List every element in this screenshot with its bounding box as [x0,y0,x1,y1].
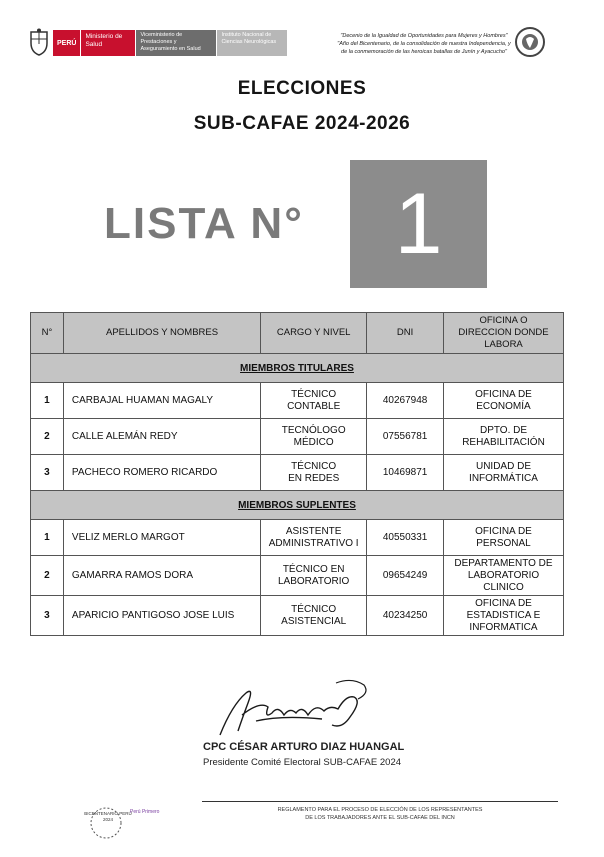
incn-logo-icon [514,26,546,58]
cell-number: 2 [31,556,64,596]
decree-line: "Año del Bicentenario, de la consolidación de nuestra Independencia, y [337,41,511,47]
ministry-label: Ministerio de Salud [80,30,135,56]
header-oficina: OFICINA O DIRECCION DONDE LABORA [444,313,564,354]
cell-name: CARBAJAL HUAMAN MAGALY [63,383,260,419]
cell-oficina: OFICINA DE ESTADISTICA E INFORMATICA [444,596,564,636]
cell-number: 2 [31,419,64,455]
cell-dni: 40234250 [367,596,444,636]
footer-text [202,806,558,822]
cell-number: 3 [31,455,64,491]
institute-label: Instituto Nacional de Ciencias Neurológicas [216,30,287,56]
table-header-row [31,313,564,354]
cell-dni: 40550331 [367,520,444,556]
table-row [31,596,564,636]
cell-oficina: UNIDAD DE INFORMÁTICA [444,455,564,491]
section-title: MIEMBROS SUPLENTES [31,491,564,520]
bicentenario-label: BICENTENARIO PERÚ 2024 [84,811,132,822]
footer-line: DE LOS TRABAJADORES ANTE EL SUB-CAFAE DEL INCN [305,815,455,821]
cell-oficina: OFICINA DE ECONOMÍA [444,383,564,419]
lista-number-box: 1 [350,160,487,288]
peru-brand-logo: Perú Primero [130,809,160,815]
header-dni: DNI [367,313,444,354]
cell-number: 1 [31,383,64,419]
handwritten-signature-icon [212,675,372,745]
lista-label: LISTA N° [104,199,304,248]
cell-name: PACHECO ROMERO RICARDO [63,455,260,491]
cell-dni: 40267948 [367,383,444,419]
table-row [31,455,564,491]
cell-name: GAMARRA RAMOS DORA [63,556,260,596]
cell-dni: 09654249 [367,556,444,596]
institution-banner [53,30,287,56]
signatory-name: CPC CÉSAR ARTURO DIAZ HUANGAL [203,741,405,753]
table-row [31,383,564,419]
cell-oficina: DEPARTAMENTO DE LABORATORIO CLINICO [444,556,564,596]
vice-ministry-label: Viceministerio de Prestaciones y Aseguramiento en Salud [135,30,216,56]
header-cargo: CARGO Y NIVEL [261,313,367,354]
candidates-table [30,312,564,636]
table-row [31,520,564,556]
cell-oficina: OFICINA DE PERSONAL [444,520,564,556]
letterhead [28,26,588,62]
cell-cargo: ASISTENTE ADMINISTRATIVO I [261,520,367,556]
section-row-suplentes [31,491,564,520]
section-title: MIEMBROS TITULARES [31,354,564,383]
cell-number: 3 [31,596,64,636]
cell-cargo: TÉCNICO EN LABORATORIO [261,556,367,596]
decree-line: de la conmemoración de las heroicas batallas de Junín y Ayacucho" [341,49,507,55]
decree-line: "Decenio de la Igualdad de Oportunidades para Mujeres y Hombres" [340,33,508,39]
cell-cargo: TECNÓLOGO MÉDICO [261,419,367,455]
table-row [31,556,564,596]
decree-text [324,32,524,56]
cell-name: APARICIO PANTIGOSO JOSE LUIS [63,596,260,636]
footer-line: REGLAMENTO PARA EL PROCESO DE ELECCIÓN DE LOS REPRESENTANTES [277,807,483,813]
cell-dni: 10469871 [367,455,444,491]
cell-dni: 07556781 [367,419,444,455]
footer-divider [202,801,558,802]
title-subcafae: SUB-CAFAE 2024-2026 [193,113,411,134]
cell-cargo: TÉCNICO CONTABLE [261,383,367,419]
cell-cargo: TÉCNICO EN REDES [261,455,367,491]
header-number: N° [31,313,64,354]
cell-name: CALLE ALEMÁN REDY [63,419,260,455]
cell-name: VELIZ MERLO MARGOT [63,520,260,556]
signatory-role: Presidente Comité Electoral SUB-CAFAE 2024 [203,757,402,768]
title-elecciones: ELECCIONES [237,78,367,99]
peru-label: PERÚ [53,30,80,56]
peru-coat-of-arms-icon [28,28,50,56]
cell-cargo: TÉCNICO ASISTENCIAL [261,596,367,636]
table-row [31,419,564,455]
cell-oficina: DPTO. DE REHABILITACIÓN [444,419,564,455]
header-names: APELLIDOS Y NOMBRES [63,313,260,354]
cell-number: 1 [31,520,64,556]
section-row-titulares [31,354,564,383]
